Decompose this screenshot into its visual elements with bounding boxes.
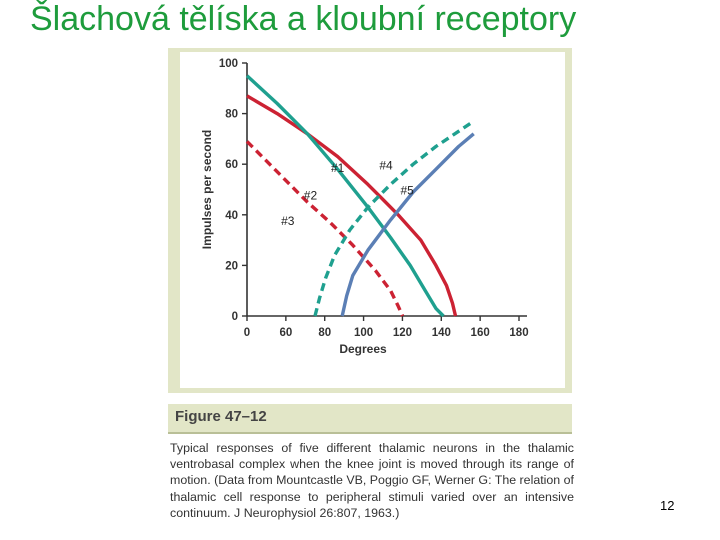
y-tick-label: 60	[225, 159, 238, 172]
figure-caption: Typical responses of five different thalamic neurons in the thalamic ventrobasal complex when the knee joint is moved through its range of motion. (Data from Mountcastle VB, Poggio GF, Werner G: The relation of thalamic cell response to peripheral stimuli varied over an intensive continuum. J Neurophysiol 26:807, 1963.)	[170, 441, 574, 520]
series-label-2: #2	[303, 188, 318, 203]
x-tick-label: 60	[279, 327, 293, 339]
series-label-4: #4	[379, 158, 393, 173]
slide-title: Šlachová tělíska a kloubní receptory	[30, 0, 577, 38]
y-tick-label: 80	[225, 108, 238, 121]
series-label-3: #3	[281, 213, 295, 228]
y-tick-label: 20	[225, 260, 238, 273]
x-tick-label: 100	[353, 327, 374, 339]
chart-ticks	[219, 58, 529, 339]
x-tick-label: 160	[470, 327, 490, 339]
x-tick-label: 80	[318, 327, 332, 339]
page-number: 12	[660, 498, 675, 513]
x-tick-label: 180	[509, 327, 529, 339]
y-tick-label: 100	[218, 58, 238, 70]
chart-series	[247, 76, 474, 316]
x-tick-label: 120	[392, 327, 413, 339]
x-axis-label: Degrees	[339, 342, 387, 356]
y-tick-label: 0	[231, 311, 238, 323]
x-tick-label: 140	[431, 327, 451, 339]
y-axis-label: Impulses per second	[200, 129, 214, 250]
series-line-4	[315, 121, 474, 316]
line-chart	[168, 48, 572, 393]
x-tick-label: 0	[243, 327, 251, 339]
series-label-5: #5	[400, 183, 414, 198]
figure-label: Figure 47–12	[175, 408, 267, 425]
y-tick-label: 40	[225, 209, 238, 222]
series-label-1: #1	[330, 160, 345, 175]
